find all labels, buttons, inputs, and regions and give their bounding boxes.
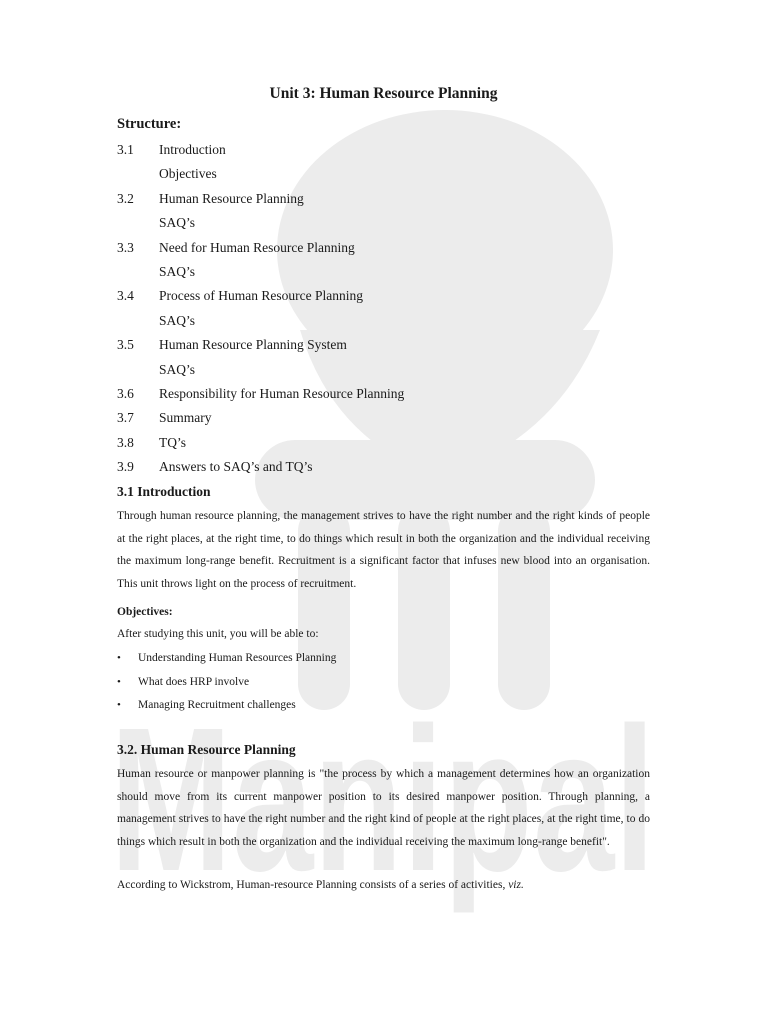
toc-label: Need for Human Resource Planning xyxy=(159,239,355,255)
toc-number: 3.3 xyxy=(117,239,134,255)
objectives-heading: Objectives: xyxy=(117,606,173,618)
toc-label: Summary xyxy=(159,410,212,426)
hrp-last-line-italic: viz. xyxy=(508,879,524,891)
toc-row xyxy=(117,138,650,162)
toc-row xyxy=(117,431,650,455)
objectives-list xyxy=(117,648,650,719)
toc-label: Introduction xyxy=(159,142,226,157)
toc-label: SAQ’s xyxy=(159,263,196,279)
toc-number: 3.9 xyxy=(117,459,134,475)
toc-row xyxy=(117,358,650,382)
toc-row xyxy=(117,309,650,333)
list-item xyxy=(117,672,650,696)
objective-text: Managing Recruitment challenges xyxy=(138,699,296,711)
list-item xyxy=(117,695,650,719)
toc-row xyxy=(117,236,650,260)
objective-text: Understanding Human Resources Planning xyxy=(138,652,337,664)
structure-heading: Structure: xyxy=(117,116,182,132)
toc-number: 3.7 xyxy=(117,410,134,426)
toc-label: TQ’s xyxy=(159,434,186,450)
toc-label: Objectives xyxy=(159,166,217,182)
watermark-text: Manipal xyxy=(110,685,655,914)
toc-number: 3.2 xyxy=(117,190,134,206)
toc-row xyxy=(117,406,650,430)
unit-title: Unit 3: Human Resource Planning xyxy=(269,85,498,102)
toc-label: SAQ’s xyxy=(159,215,196,231)
toc-label: Responsibility for Human Resource Planning xyxy=(159,385,405,401)
intro-heading: 3.1 Introduction xyxy=(117,484,211,499)
bullet-icon: • xyxy=(117,652,121,664)
toc-label: SAQ’s xyxy=(159,361,196,377)
toc-number: 3.8 xyxy=(117,434,134,450)
bullet-icon: • xyxy=(117,675,121,688)
toc-row xyxy=(117,333,650,357)
toc-row xyxy=(117,260,650,284)
toc-label: SAQ’s xyxy=(159,312,196,328)
toc-label: Human Resource Planning xyxy=(159,190,304,206)
hrp-last-line xyxy=(117,876,650,894)
toc-label: Process of Human Resource Planning xyxy=(159,288,363,304)
hrp-paragraph: Human resource or manpower planning is "the process by which a management determines how an organization should move from its current manpower position to its desired manpower position. Through planning, a management strives to have the right number and the right kind of people at the right places, at the right time, to do things which result in both the organization and the individual receiving the maximum long-range benefit". xyxy=(117,768,650,848)
toc-label: Answers to SAQ’s and TQ’s xyxy=(159,459,313,475)
bullet-icon: • xyxy=(117,699,121,711)
objective-text: What does HRP involve xyxy=(138,675,250,688)
intro-paragraph: Through human resource planning, the management strives to have the right number and the right kinds of people at the right places, at the right time, to do things which result in both the organization and the individual receiving the maximum long-range benefit. Recruitment is a significant factor that infuses new blood into an organisation. This unit throws light on the process of recruitment. xyxy=(117,510,650,590)
toc-number: 3.5 xyxy=(117,337,134,353)
toc-number: 3.6 xyxy=(117,385,134,401)
toc-row xyxy=(117,162,650,186)
toc-row xyxy=(117,187,650,211)
toc-row xyxy=(117,382,650,406)
toc-row xyxy=(117,455,650,479)
table-of-contents xyxy=(117,138,650,479)
toc-row xyxy=(117,211,650,235)
toc-label: Human Resource Planning System xyxy=(159,337,347,353)
toc-row xyxy=(117,284,650,308)
objectives-lead: After studying this unit, you will be able to: xyxy=(117,628,319,640)
list-item xyxy=(117,648,650,672)
hrp-heading: 3.2. Human Resource Planning xyxy=(117,742,296,757)
toc-number: 3.4 xyxy=(117,288,134,304)
hrp-last-line-text: According to Wickstrom, Human-resource Planning consists of a series of activities, xyxy=(117,879,509,891)
toc-number: 3.1 xyxy=(117,142,134,157)
